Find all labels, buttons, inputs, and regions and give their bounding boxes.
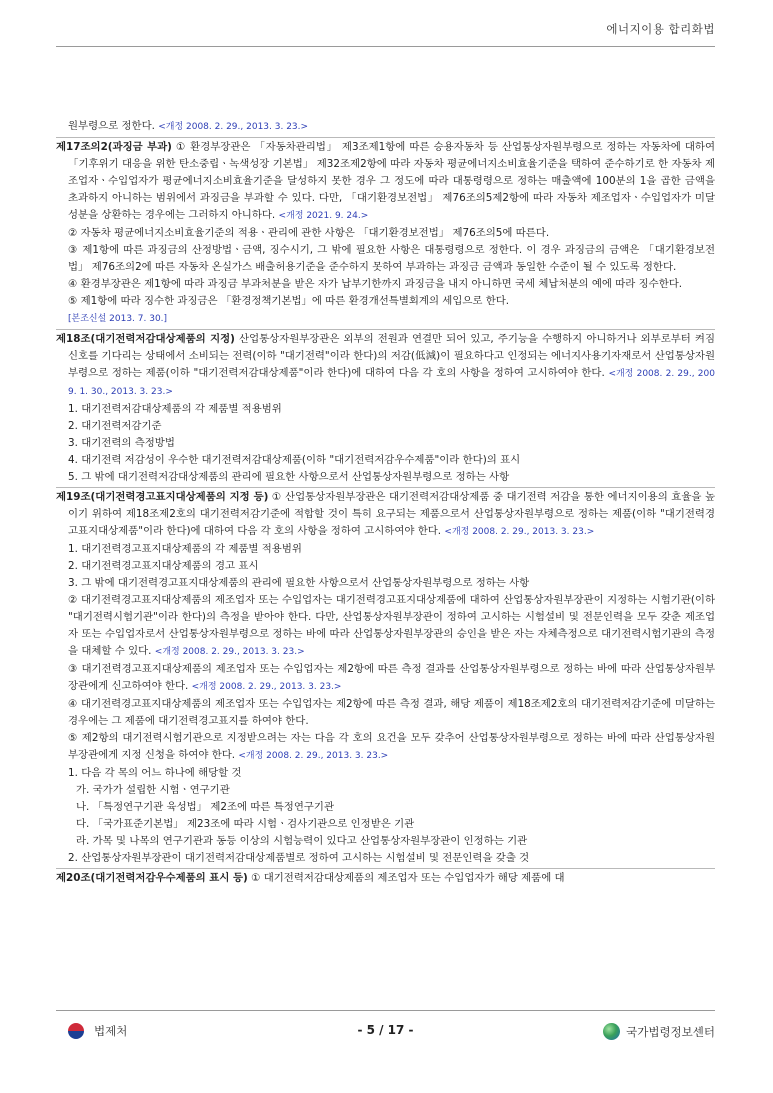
clause-paragraph xyxy=(56,575,715,592)
clause-paragraph xyxy=(56,782,715,799)
article-paragraph xyxy=(56,489,715,541)
paragraph-text: 2. 산업통상자원부장관이 대기전력저감대상제품별로 정하여 고시하는 시험설비 및 전문인력을 갖출 것 xyxy=(68,852,530,864)
article-divider xyxy=(56,487,715,488)
amendment-note: <개정 2008. 2. 29., 2013. 3. 23.> xyxy=(444,527,595,537)
amendment-note: <개정 2008. 2. 29., 2013. 3. 23.> xyxy=(238,751,389,761)
paragraph-text: 1. 대기전력저감대상제품의 각 제품별 적용범위 xyxy=(68,403,282,415)
article-divider xyxy=(56,868,715,869)
clause-paragraph xyxy=(56,833,715,850)
article-paragraph xyxy=(56,331,715,401)
clause-paragraph xyxy=(56,730,715,765)
clause-paragraph xyxy=(56,242,715,276)
paragraph-text: ③ 대기전력경고표지대상제품의 제조업자 또는 수입업자는 제2항에 따른 측정 결과를 산업통상자원부령으로 정하는 바에 따라 산업통상자원부장관에게 신고하여야 한다. xyxy=(68,663,715,692)
paragraph-text: 5. 그 밖에 대기전력저감대상제품의 관리에 필요한 사항으로서 산업통상자원부령으로 정하는 사항 xyxy=(68,471,510,483)
article-title: 제18조(대기전력저감대상제품의 지정) xyxy=(56,333,235,345)
clause-paragraph xyxy=(56,276,715,293)
clause-paragraph xyxy=(56,469,715,486)
article-title: 제20조(대기전력저감우수제품의 표시 등) xyxy=(56,872,248,884)
amendment-note: <개정 2021. 9. 24.> xyxy=(278,211,369,221)
paragraph-text: 산업통상자원부장관은 외부의 전원과 연결만 되어 있고, 주기능을 수행하지 아니하거나 외부로부터 켜짐 신호를 기다리는 상태에서 소비되는 전력(이하 "대기전력"이라 한다)의 저감(低減)이 필요하다고 인정되는 에너지사용기자재로서 산업통상자원부령으로 정하는 제품(이하 "대기전력저감대상제품"이라 한다)에 대하여 다음 각 호의 사항을 정하여 고시하여야 한다. xyxy=(68,333,715,379)
ministry-label: 법제처 xyxy=(94,1024,128,1038)
article-title: 제19조(대기전력경고표지대상제품의 지정 등) xyxy=(56,491,269,503)
globe-logo-icon xyxy=(603,1023,620,1040)
paragraph-text: ① 대기전력저감대상제품의 제조업자 또는 수입업자가 해당 제품에 대 xyxy=(247,872,565,884)
paragraph-text: 3. 그 밖에 대기전력경고표지대상제품의 관리에 필요한 사항으로서 산업통상자원부령으로 정하는 사항 xyxy=(68,577,530,589)
clause-paragraph xyxy=(56,850,715,867)
clause-paragraph xyxy=(56,118,715,136)
page-number: - 5 / 17 - xyxy=(357,1023,414,1037)
article-divider xyxy=(56,137,715,138)
clause-paragraph xyxy=(56,435,715,452)
paragraph-text: ② 자동차 평균에너지소비효율기준의 적용ㆍ관리에 관한 사항은 「대기환경보전법」 제76조의5에 따른다. xyxy=(68,227,550,239)
paragraph-text: 1. 대기전력경고표지대상제품의 각 제품별 적용범위 xyxy=(68,543,302,555)
amendment-note: <개정 2008. 2. 29., 2013. 3. 23.> xyxy=(191,682,342,692)
article-title: 제17조의2(과징금 부과) xyxy=(56,141,172,153)
document-title: 에너지이용 합리화법 xyxy=(606,22,715,36)
paragraph-text: 1. 다음 각 목의 어느 하나에 해당할 것 xyxy=(68,767,242,779)
clause-paragraph xyxy=(56,558,715,575)
clause-paragraph xyxy=(56,592,715,661)
amendment-note: <개정 2008. 2. 29., 2009. 1. 30., 2013. 3. 23.> xyxy=(68,369,715,397)
paragraph-text: ① 산업통상자원부장관은 대기전력저감대상제품 중 대기전력 저감을 통한 에너지이용의 효율을 높이기 위하여 제18조제2호의 대기전력저감기준에 적합할 것이 특히 요구되는 제품으로서 산업통상자원부령으로 정하는 제품(이하 "대기전력경고표지대상제품"이라 한다)에 대하여 다음 각 호의 사항을 정하여 고시하여야 한다. xyxy=(68,491,715,537)
page-footer xyxy=(56,1010,715,1051)
paragraph-text: 라. 가목 및 나목의 연구기관과 동등 이상의 시험능력이 있다고 산업통상자원부장관이 인정하는 기관 xyxy=(76,835,528,847)
paragraph-text: ③ 제1항에 따른 과징금의 산정방법ㆍ금액, 징수시기, 그 밖에 필요한 사항은 대통령령으로 정한다. 이 경우 과징금의 금액은 「대기환경보전법」 제76조의2에 따른 자동차 온실가스 배출허용기준을 준수하지 못하여 부과하는 과징금 금액과 동일한 수준이 될 수 있도록 정한다. xyxy=(68,244,715,273)
paragraph-text: 원부령으로 정한다. xyxy=(68,120,159,132)
clause-paragraph xyxy=(56,765,715,782)
article-paragraph xyxy=(56,139,715,225)
paragraph-text: ⑤ 제1항에 따라 징수한 과징금은 「환경정책기본법」에 따른 환경개선특별회계의 세입으로 한다. xyxy=(68,295,510,307)
paragraph-text: 2. 대기전력경고표지대상제품의 경고 표시 xyxy=(68,560,259,572)
clause-paragraph xyxy=(56,541,715,558)
paragraph-text: 다. 「국가표준기본법」 제23조에 따라 시험ㆍ검사기관으로 인정받은 기관 xyxy=(76,818,415,830)
amendment-note: [본조신설 2013. 7. 30.] xyxy=(68,314,168,324)
clause-paragraph xyxy=(56,225,715,242)
paragraph-text: ④ 환경부장관은 제1항에 따라 과징금 부과처분을 받은 자가 납부기한까지 과징금을 내지 아니하면 국세 체납처분의 예에 따라 징수한다. xyxy=(68,278,683,290)
law-center-label: 국가법령정보센터 xyxy=(626,1024,715,1039)
clause-paragraph xyxy=(56,401,715,418)
clause-paragraph xyxy=(56,293,715,310)
article-divider xyxy=(56,329,715,330)
law-text-body xyxy=(56,118,715,887)
paragraph-text: ④ 대기전력경고표지대상제품의 제조업자 또는 수입업자는 제2항에 따른 측정 결과, 해당 제품이 제18조제2호의 대기전력저감기준에 미달하는 경우에는 그 제품에 대기전력경고표지를 하여야 한다. xyxy=(68,698,715,727)
clause-paragraph xyxy=(56,661,715,696)
paragraph-text: 3. 대기전력의 측정방법 xyxy=(68,437,175,449)
footer-right xyxy=(603,1023,715,1040)
paragraph-text: ② 대기전력경고표지대상제품의 제조업자 또는 수입업자는 대기전력경고표지대상제품에 대하여 산업통상자원부장관이 지정하는 시험기관(이하 "대기전력시험기관"이라 한다)의 측정을 받아야 한다. 다만, 산업통상자원부장관이 정하여 고시하는 시험설비 및 전문인력을 모두 갖춘 제조업자 또는 수입업자로서 산업통상자원부령으로 정하는 바에 따라 산업통상자원부장관의 승인을 받은 자는 자체측정으로 대기전력시험기관의 측정을 대체할 수 있다. xyxy=(68,594,715,657)
clause-paragraph xyxy=(56,696,715,730)
clause-paragraph xyxy=(56,799,715,816)
paragraph-text: ① 환경부장관은 「자동차관리법」 제3조제1항에 따른 승용자동차 등 산업통상자원부령으로 정하는 자동차에 대하여 「기후위기 대응을 위한 탄소중립ㆍ녹색성장 기본법」 제32조제2항에 따라 자동차 평균에너지소비효율기준을 택하여 준수하기로 한 자동차 제조업자ㆍ수입업자가 평균에너지소비효율기준을 달성하지 못한 경우 그 정도에 따라 대통령령으로 정하는 매출액에 100분의 1을 곱한 금액을 초과하지 아니하는 범위에서 과징금을 부과할 수 있다. 다만, 「대기환경보전법」 제76조의5제2항에 따라 자동차 제조업자ㆍ수입업자가 미달성분을 상환하는 경우에는 그러하지 아니하다. xyxy=(68,141,715,221)
article-paragraph xyxy=(56,870,715,887)
paragraph-text: 4. 대기전력 저감성이 우수한 대기전력저감대상제품(이하 "대기전력저감우수제품"이라 한다)의 표시 xyxy=(68,454,521,466)
page-header xyxy=(56,0,715,47)
clause-paragraph xyxy=(56,418,715,435)
paragraph-text: 2. 대기전력저감기준 xyxy=(68,420,162,432)
amendment-note: <개정 2008. 2. 29., 2013. 3. 23.> xyxy=(158,122,309,132)
clause-paragraph xyxy=(56,310,715,328)
clause-paragraph xyxy=(56,452,715,469)
amendment-note: <개정 2008. 2. 29., 2013. 3. 23.> xyxy=(154,647,305,657)
paragraph-text: 가. 국가가 설립한 시험ㆍ연구기관 xyxy=(76,784,230,796)
clause-paragraph xyxy=(56,816,715,833)
paragraph-text: ⑤ 제2항의 대기전력시험기관으로 지정받으려는 자는 다음 각 호의 요건을 모두 갖추어 산업통상자원부령으로 정하는 바에 따라 산업통상자원부장관에게 지정 신청을 하여야 한다. xyxy=(68,732,715,761)
paragraph-text: 나. 「특정연구기관 육성법」 제2조에 따른 특정연구기관 xyxy=(76,801,334,813)
